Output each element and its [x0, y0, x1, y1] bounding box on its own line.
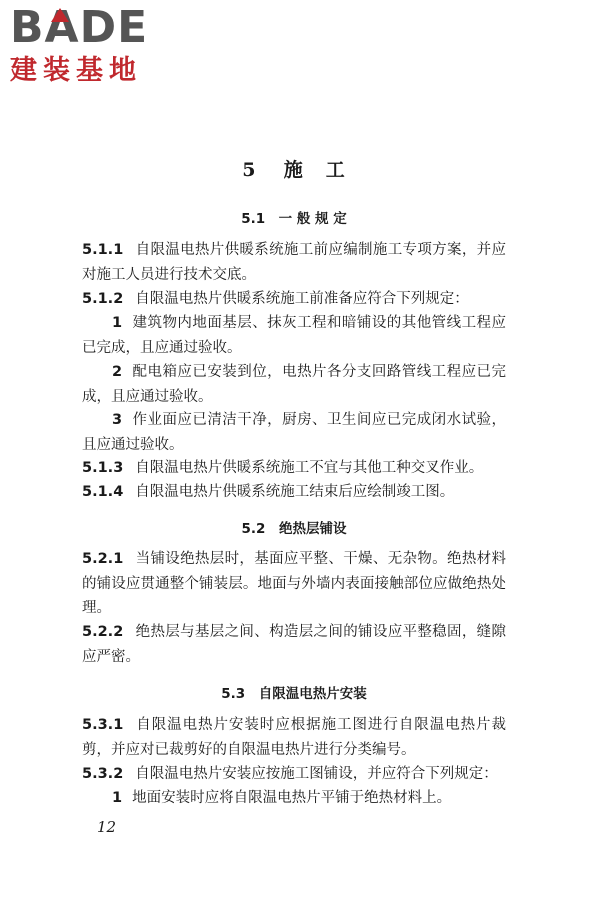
chapter-title-a: 施 — [283, 159, 304, 181]
logo-subtitle: 建装基地 — [10, 55, 142, 86]
logo-wordmark — [10, 4, 180, 52]
clause-5-2-2: 5.2.2 绝热层与基层之间、构造层之间的铺设应平整稳固，缝隙应严密。 — [82, 624, 506, 665]
section-heading-5-3: 5.3 自限温电热片安装 — [221, 686, 367, 702]
clause-5-3-1: 5.3.1 自限温电热片安装时应根据施工图进行自限温电热片裁剪，并应对已裁剪好的自限温电热片进行分类编号。 — [82, 717, 506, 758]
clause-5-3-2: 5.3.2 自限温电热片安装应按施工图铺设，并应符合下列规定： — [82, 766, 498, 782]
chapter-title — [82, 155, 506, 182]
bade-logo — [10, 4, 180, 94]
clause-5-1-2-item-1: 1 建筑物内地面基层、抹灰工程和暗铺设的其他管线工程应已完成，且应通过验收。 — [82, 315, 506, 356]
clause-5-3-2-item-1: 1 地面安装时应将自限温电热片平铺于绝热材料上。 — [112, 790, 452, 806]
clause-5-1-2-item-3: 3 作业面应已清洁干净，厨房、卫生间应已完成闭水试验，且应通过验收。 — [82, 412, 506, 453]
clause-5-2-1: 5.2.1 当铺设绝热层时，基面应平整、干燥、无杂物。绝热材料的铺设应贯通整个铺装层。地面与外墙内表面接触部位应做绝热处理。 — [82, 551, 506, 616]
section-heading-5-2: 5.2 绝热层铺设 — [241, 521, 347, 537]
clause-5-1-3: 5.1.3 自限温电热片供暖系统施工不宜与其他工种交叉作业。 — [82, 460, 484, 476]
chapter-number: 5 — [242, 159, 257, 181]
page-number: 12 — [97, 818, 117, 836]
section-heading-5-1: 5.1 一 般 规 定 — [241, 211, 347, 227]
chapter-title-b: 工 — [325, 159, 346, 181]
logo-letters-de: DE — [79, 2, 149, 53]
clause-5-1-1: 5.1.1 自限温电热片供暖系统施工前应编制施工专项方案，并应对施工人员进行技术交底。 — [82, 242, 506, 283]
clause-5-1-2-item-2: 2 配电箱应已安装到位，电热片各分支回路管线工程应已完成，且应通过验收。 — [82, 364, 506, 405]
logo-letter-a: A — [44, 2, 80, 53]
logo-letters-b: B — [10, 2, 45, 53]
clause-5-1-2: 5.1.2 自限温电热片供暖系统施工前准备应符合下列规定： — [82, 291, 469, 307]
clause-5-1-4: 5.1.4 自限温电热片供暖系统施工结束后应绘制竣工图。 — [82, 484, 455, 500]
